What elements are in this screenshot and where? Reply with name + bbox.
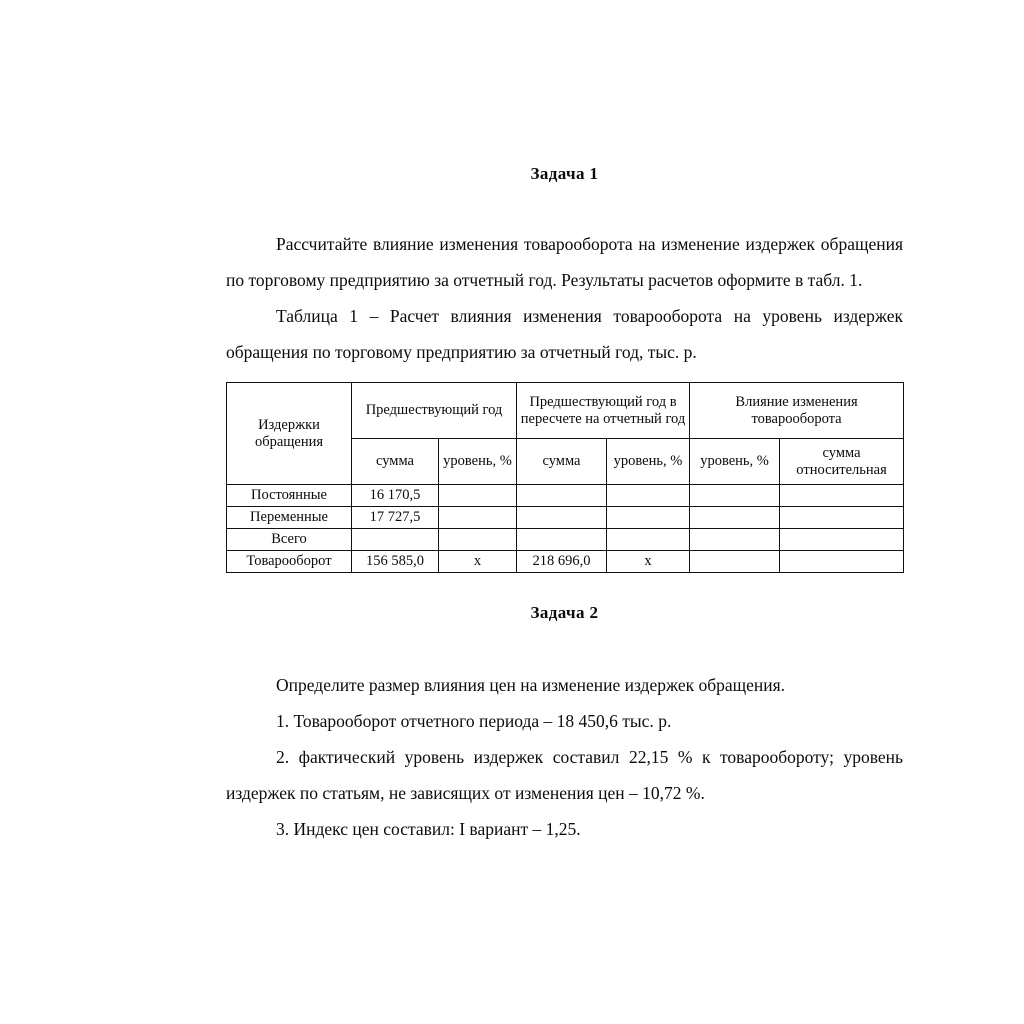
task-2-paragraph-2: 1. Товарооборот отчетного периода – 18 450,6 тыс. р.: [276, 711, 672, 731]
table-cell[interactable]: 16 170,5: [352, 485, 439, 507]
table-cell[interactable]: [690, 551, 780, 573]
table-cell[interactable]: [439, 485, 517, 507]
table-cell[interactable]: [439, 529, 517, 551]
table-header-group-prev-year-recalculated: Предшествующий год в пересчете на отчетный год: [517, 383, 690, 439]
task-2-paragraph-3: 2. фактический уровень издержек составил 22,15 % к товарообороту; уровень издержек по статьям, не зависящих от изменения цен – 10,72 %.: [226, 747, 903, 803]
table-row: [227, 507, 904, 529]
table-row: [227, 551, 904, 573]
table-subheader-level-impact: уровень, %: [690, 439, 780, 485]
table-cell[interactable]: [780, 551, 904, 573]
table-1-wrapper: [226, 382, 903, 573]
table-header-group-turnover-impact: Влияние изменения товарооборота: [690, 383, 904, 439]
table-subheader-sum-relative: сумма относительная: [780, 439, 904, 485]
table-subheader-level-prev: уровень, %: [439, 439, 517, 485]
table-row: [227, 485, 904, 507]
table-row: [227, 529, 904, 551]
table-cell[interactable]: [352, 529, 439, 551]
table-cell[interactable]: 156 585,0: [352, 551, 439, 573]
table-header-row-label: Издержки обращения: [227, 383, 352, 485]
document-content: [226, 0, 903, 847]
table-cell[interactable]: [780, 507, 904, 529]
table-row-label: Всего: [227, 529, 352, 551]
table-1-head: [227, 383, 904, 485]
table-cell[interactable]: [517, 485, 607, 507]
table-cell[interactable]: х: [607, 551, 690, 573]
table-cell[interactable]: [690, 485, 780, 507]
table-subheader-level-recalc: уровень, %: [607, 439, 690, 485]
task-1-paragraph-1: Рассчитайте влияние изменения товарооборота на изменение издержек обращения по торговому предприятию за отчетный год. Результаты расчетов оформите в табл. 1.: [226, 234, 903, 290]
table-1-body: [227, 485, 904, 573]
table-cell[interactable]: 218 696,0: [517, 551, 607, 573]
table-cell[interactable]: [780, 529, 904, 551]
task-2-body: [226, 667, 903, 847]
table-cell[interactable]: 17 727,5: [352, 507, 439, 529]
table-cell[interactable]: [690, 529, 780, 551]
table-row-label: Постоянные: [227, 485, 352, 507]
table-cell[interactable]: [690, 507, 780, 529]
table-header-group-prev-year: Предшествующий год: [352, 383, 517, 439]
table-1: [226, 382, 904, 573]
table-cell[interactable]: [517, 507, 607, 529]
table-cell[interactable]: [780, 485, 904, 507]
table-cell[interactable]: [439, 507, 517, 529]
table-cell[interactable]: [517, 529, 607, 551]
table-row-label: Товарооборот: [227, 551, 352, 573]
table-cell[interactable]: [607, 529, 690, 551]
task-1-heading: Задача 1: [530, 164, 599, 183]
table-cell[interactable]: [607, 485, 690, 507]
table-subheader-sum-recalc: сумма: [517, 439, 607, 485]
table-cell[interactable]: х: [439, 551, 517, 573]
task-2-paragraph-1: Определите размер влияния цен на изменение издержек обращения.: [276, 675, 786, 695]
table-cell[interactable]: [607, 507, 690, 529]
table-1-caption: Таблица 1 – Расчет влияния изменения товарооборота на уровень издержек обращения по торговому предприятию за отчетный год, тыс. р.: [226, 306, 903, 362]
spacer: [226, 573, 903, 603]
table-subheader-sum-prev: сумма: [352, 439, 439, 485]
table-row-label: Переменные: [227, 507, 352, 529]
task-2-paragraph-4: 3. Индекс цен составил: I вариант – 1,25.: [276, 819, 581, 839]
task-2-heading: Задача 2: [530, 603, 599, 622]
task-1-body: [226, 226, 903, 370]
table-header-group-row: [227, 383, 904, 439]
